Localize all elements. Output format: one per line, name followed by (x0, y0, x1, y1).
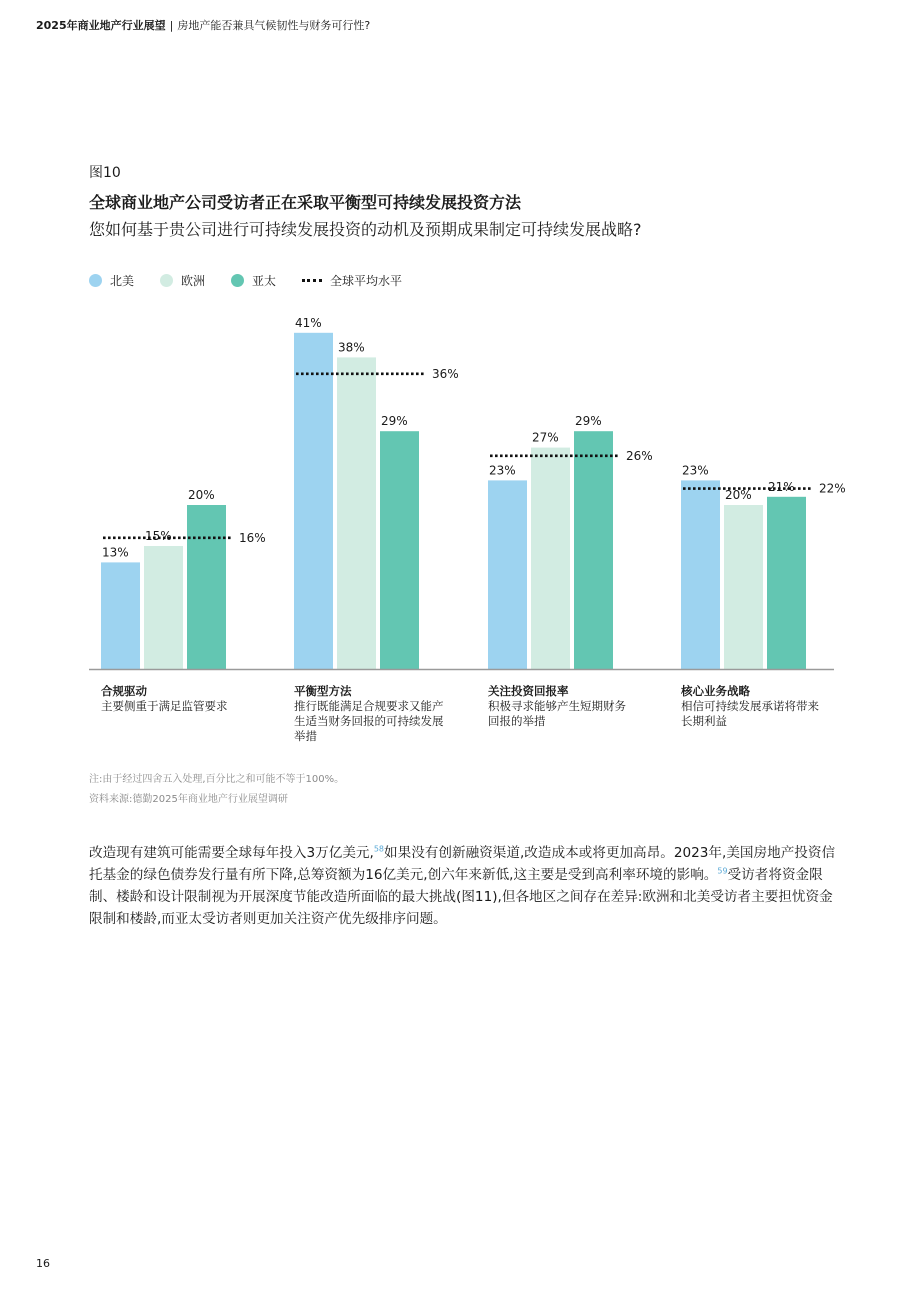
avg-label-3: 22% (819, 481, 846, 496)
category-2 (488, 684, 626, 729)
footnote-ref-59[interactable]: 59 (717, 866, 728, 876)
bar-label-0-2: 20% (188, 488, 215, 502)
bar-label-1-1: 38% (338, 340, 365, 355)
paragraph-part-2: 如果没有创新融资渠道,改造成本或将更加高昂。2023年,美国房地产投资信托基金的绿色债券发行量有所下降,总筹资额为16亿美元,创六年来新低,这主要是受到高利率环境的影响。 (89, 845, 836, 883)
bar-label-0-0: 13% (102, 545, 129, 560)
category-desc-2-1: 回报的举措 (488, 714, 546, 728)
bar-label-3-1: 20% (725, 488, 752, 502)
bar-label-2-0: 23% (489, 463, 516, 478)
legend-label-europe: 欧洲 (181, 274, 206, 288)
bar-3-1 (724, 505, 763, 669)
legend-dotted-line (302, 279, 322, 282)
avg-label-0: 16% (239, 530, 266, 545)
bar-2-2 (574, 431, 613, 669)
bar-label-1-0: 41% (295, 315, 322, 330)
category-title-3: 核心业务战略 (681, 684, 750, 698)
bar-2-0 (488, 480, 527, 669)
bar-label-0-1: 15% (145, 529, 172, 543)
bar-2-1 (531, 448, 570, 669)
bar-0-1 (144, 546, 183, 669)
chart-source: 资料来源:德勤2025年商业地产行业展望调研 (89, 794, 288, 805)
bar-1-0 (294, 333, 333, 669)
legend-swatch-north-america (89, 274, 102, 287)
category-desc-3-0: 相信可持续发展承诺将带来 (681, 699, 819, 713)
page-number: 16 (36, 1257, 50, 1270)
category-3 (681, 684, 819, 729)
legend-label-north-america: 北美 (110, 274, 135, 288)
legend-item-europe (160, 272, 205, 289)
bar-1-1 (337, 357, 376, 669)
figure-title: 全球商业地产公司受访者正在采取平衡型可持续发展投资方法 (89, 193, 522, 212)
report-title: 2025年商业地产行业展望 (36, 19, 166, 32)
category-title-1: 平衡型方法 (294, 684, 352, 698)
category-title-2: 关注投资回报率 (488, 684, 569, 698)
category-0 (101, 684, 228, 714)
legend-swatch-europe (160, 274, 173, 287)
bar-label-1-2: 29% (381, 414, 408, 429)
category-desc-1-2: 举措 (294, 729, 317, 743)
paragraph-part-3: 受访者将资金限制、楼龄和设计限制视为开展深度节能改造所面临的最大挑战(图11),但各地区之间存在差异:欧洲和北美受访者主要担忧资金限制和楼龄,而亚太受访者则更加关注资产优先级排序问题。 (89, 867, 833, 927)
page-header (36, 17, 370, 33)
bar-label-2-1: 27% (532, 430, 559, 445)
avg-label-1: 36% (432, 366, 459, 381)
legend-label-asia-pacific: 亚太 (252, 274, 277, 288)
category-1 (294, 684, 444, 744)
bar-3-0 (681, 480, 720, 669)
legend-item-north-america (89, 272, 134, 289)
category-title-0: 合规驱动 (101, 684, 147, 698)
figure-subtitle: 您如何基于贵公司进行可持续发展投资的动机及预期成果制定可持续发展战略? (89, 220, 642, 239)
legend-item-asia-pacific (231, 272, 276, 289)
bar-label-3-0: 23% (682, 463, 709, 478)
figure-label: 图10 (89, 165, 121, 181)
legend-label-global-average: 全球平均水平 (330, 274, 403, 288)
category-desc-1-1: 生适当财务回报的可持续发展 (294, 714, 444, 728)
category-desc-2-0: 积极寻求能够产生短期财务 (488, 699, 626, 713)
body-paragraph (89, 842, 839, 930)
category-desc-3-1: 长期利益 (681, 714, 727, 728)
footnote-ref-58[interactable]: 58 (373, 844, 385, 854)
bar-0-2 (187, 505, 226, 669)
bar-label-3-2: 21% (768, 479, 795, 494)
avg-label-2: 26% (626, 448, 653, 463)
header-separator: | (169, 19, 174, 32)
paragraph-part-1: 改造现有建筑可能需要全球每年投入3万亿美元, (89, 845, 374, 861)
category-desc-1-0: 推行既能满足合规要求又能产 (294, 699, 444, 713)
chart-legend (89, 272, 428, 289)
section-title: 房地产能否兼具气候韧性与财务可行性? (177, 19, 371, 32)
bar-0-0 (101, 562, 140, 669)
bar-chart (0, 300, 924, 680)
bar-3-2 (767, 497, 806, 669)
chart-note: 注:由于经过四舍五入处理,百分比之和可能不等于100%。 (89, 774, 345, 785)
legend-item-global-average (302, 272, 402, 289)
legend-swatch-asia-pacific (231, 274, 244, 287)
bar-1-2 (380, 431, 419, 669)
category-desc-0-0: 主要侧重于满足监管要求 (101, 699, 228, 713)
bar-label-2-2: 29% (575, 414, 602, 429)
